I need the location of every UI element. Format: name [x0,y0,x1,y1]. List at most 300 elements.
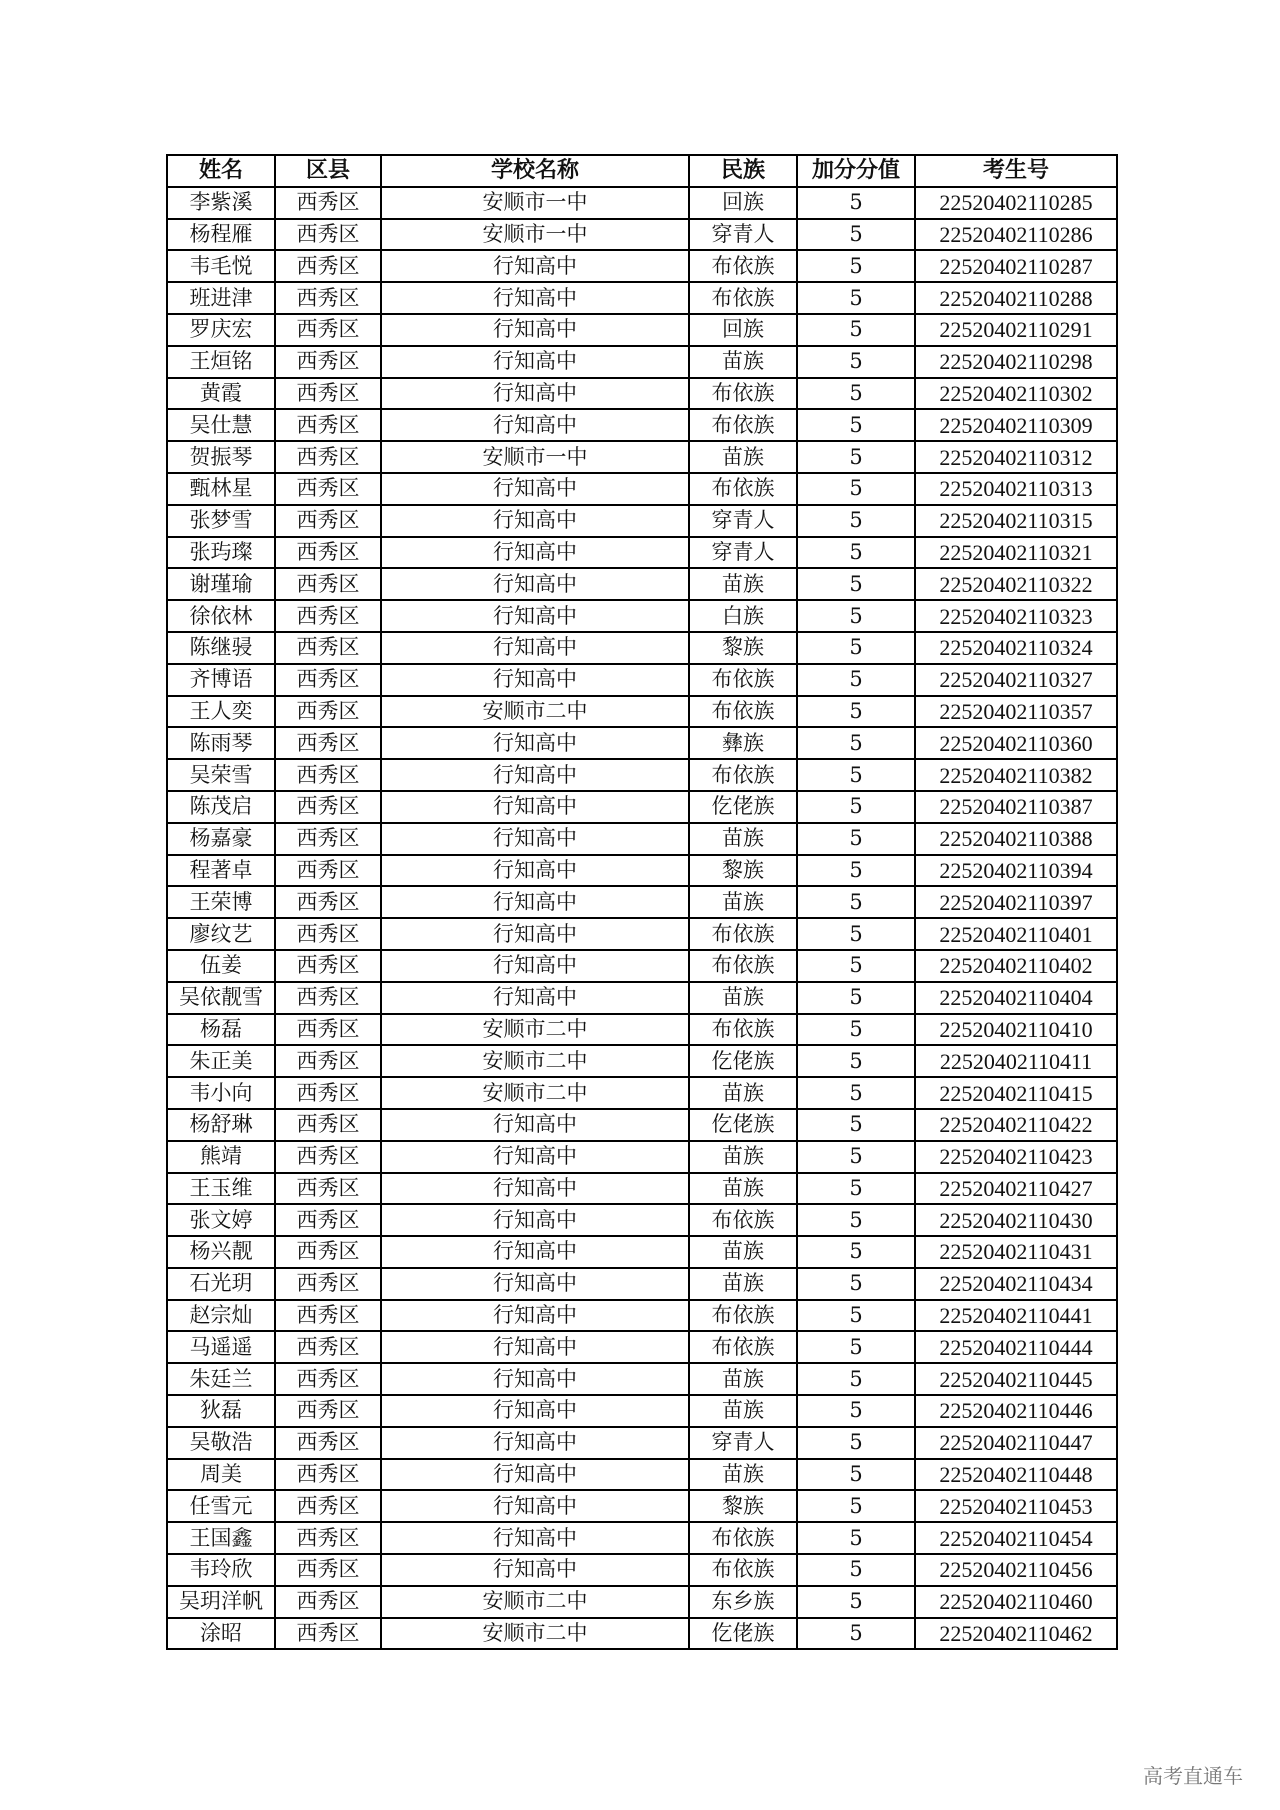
cell-name: 韦玲欣 [167,1554,275,1586]
cell-exam-id: 22520402110462 [915,1618,1117,1650]
cell-district: 西秀区 [275,1268,381,1300]
cell-bonus: 5 [797,727,915,759]
cell-name: 廖纹艺 [167,918,275,950]
cell-ethnicity: 仡佬族 [689,791,797,823]
cell-district: 西秀区 [275,346,381,378]
table-row [167,855,1117,887]
cell-district: 西秀区 [275,1586,381,1618]
cell-district: 西秀区 [275,855,381,887]
table-row [167,759,1117,791]
table-row [167,664,1117,696]
cell-exam-id: 22520402110447 [915,1427,1117,1459]
cell-district: 西秀区 [275,1554,381,1586]
table-row [167,1077,1117,1109]
cell-ethnicity: 苗族 [689,1077,797,1109]
cell-school: 行知高中 [381,1395,689,1427]
cell-bonus: 5 [797,1109,915,1141]
cell-ethnicity: 穿青人 [689,505,797,537]
cell-bonus: 5 [797,1331,915,1363]
cell-ethnicity: 苗族 [689,1141,797,1173]
cell-district: 西秀区 [275,1618,381,1650]
table-row [167,1268,1117,1300]
cell-bonus: 5 [797,1236,915,1268]
cell-exam-id: 22520402110453 [915,1490,1117,1522]
cell-bonus: 5 [797,886,915,918]
cell-ethnicity: 苗族 [689,1363,797,1395]
cell-district: 西秀区 [275,1427,381,1459]
cell-school: 行知高中 [381,1173,689,1205]
cell-district: 西秀区 [275,886,381,918]
table-row [167,1395,1117,1427]
cell-name: 程著卓 [167,855,275,887]
cell-exam-id: 22520402110288 [915,282,1117,314]
cell-school: 行知高中 [381,409,689,441]
cell-name: 狄磊 [167,1395,275,1427]
table-row [167,1109,1117,1141]
cell-name: 朱廷兰 [167,1363,275,1395]
cell-name: 黄霞 [167,378,275,410]
cell-district: 西秀区 [275,600,381,632]
cell-school: 安顺市二中 [381,696,689,728]
cell-ethnicity: 布依族 [689,378,797,410]
header-district: 区县 [275,155,381,187]
cell-ethnicity: 苗族 [689,1173,797,1205]
cell-exam-id: 22520402110302 [915,378,1117,410]
cell-exam-id: 22520402110323 [915,600,1117,632]
cell-district: 西秀区 [275,823,381,855]
cell-bonus: 5 [797,1014,915,1046]
cell-school: 安顺市二中 [381,1045,689,1077]
cell-exam-id: 22520402110454 [915,1522,1117,1554]
table-row [167,791,1117,823]
cell-district: 西秀区 [275,409,381,441]
cell-bonus: 5 [797,187,915,219]
cell-bonus: 5 [797,314,915,346]
cell-ethnicity: 布依族 [689,759,797,791]
cell-school: 行知高中 [381,314,689,346]
cell-bonus: 5 [797,346,915,378]
cell-exam-id: 22520402110322 [915,568,1117,600]
cell-name: 王玉维 [167,1173,275,1205]
header-row [167,155,1117,187]
table-row [167,632,1117,664]
cell-school: 行知高中 [381,759,689,791]
cell-school: 行知高中 [381,982,689,1014]
cell-district: 西秀区 [275,632,381,664]
cell-exam-id: 22520402110460 [915,1586,1117,1618]
cell-name: 韦小向 [167,1077,275,1109]
table-row [167,950,1117,982]
cell-bonus: 5 [797,950,915,982]
cell-school: 行知高中 [381,1363,689,1395]
cell-ethnicity: 布依族 [689,1014,797,1046]
cell-district: 西秀区 [275,918,381,950]
cell-district: 西秀区 [275,568,381,600]
cell-ethnicity: 黎族 [689,1490,797,1522]
cell-ethnicity: 布依族 [689,473,797,505]
cell-school: 行知高中 [381,473,689,505]
cell-name: 王荣博 [167,886,275,918]
table-row [167,1173,1117,1205]
cell-name: 张梦雪 [167,505,275,537]
cell-school: 行知高中 [381,1300,689,1332]
cell-exam-id: 22520402110287 [915,250,1117,282]
cell-school: 行知高中 [381,1236,689,1268]
table-row [167,250,1117,282]
cell-district: 西秀区 [275,1522,381,1554]
table-row [167,282,1117,314]
cell-name: 杨嘉豪 [167,823,275,855]
table-row [167,346,1117,378]
cell-district: 西秀区 [275,950,381,982]
cell-name: 王国鑫 [167,1522,275,1554]
cell-ethnicity: 穿青人 [689,219,797,251]
cell-exam-id: 22520402110448 [915,1459,1117,1491]
table-row [167,1522,1117,1554]
cell-exam-id: 22520402110324 [915,632,1117,664]
table-row [167,1331,1117,1363]
cell-bonus: 5 [797,1427,915,1459]
cell-school: 行知高中 [381,950,689,982]
cell-school: 行知高中 [381,1204,689,1236]
cell-bonus: 5 [797,409,915,441]
cell-school: 行知高中 [381,1554,689,1586]
cell-bonus: 5 [797,982,915,1014]
table-row [167,187,1117,219]
cell-bonus: 5 [797,282,915,314]
cell-school: 安顺市二中 [381,1618,689,1650]
cell-school: 安顺市一中 [381,441,689,473]
cell-name: 杨磊 [167,1014,275,1046]
table-row [167,473,1117,505]
cell-district: 西秀区 [275,1045,381,1077]
cell-exam-id: 22520402110445 [915,1363,1117,1395]
cell-bonus: 5 [797,1554,915,1586]
cell-exam-id: 22520402110394 [915,855,1117,887]
cell-district: 西秀区 [275,1490,381,1522]
table-row [167,568,1117,600]
cell-name: 陈继骎 [167,632,275,664]
cell-school: 行知高中 [381,632,689,664]
cell-bonus: 5 [797,1045,915,1077]
table-row [167,696,1117,728]
cell-bonus: 5 [797,1141,915,1173]
table-row [167,600,1117,632]
cell-name: 吴仕慧 [167,409,275,441]
cell-ethnicity: 布依族 [689,1554,797,1586]
cell-exam-id: 22520402110456 [915,1554,1117,1586]
cell-school: 行知高中 [381,378,689,410]
cell-school: 行知高中 [381,886,689,918]
cell-district: 西秀区 [275,982,381,1014]
table-row [167,378,1117,410]
cell-bonus: 5 [797,696,915,728]
cell-school: 行知高中 [381,1522,689,1554]
table-row [167,1490,1117,1522]
cell-district: 西秀区 [275,282,381,314]
cell-ethnicity: 回族 [689,314,797,346]
cell-name: 周美 [167,1459,275,1491]
header-school: 学校名称 [381,155,689,187]
cell-ethnicity: 彝族 [689,727,797,759]
cell-district: 西秀区 [275,219,381,251]
cell-name: 贺振琴 [167,441,275,473]
cell-school: 行知高中 [381,1427,689,1459]
cell-district: 西秀区 [275,1077,381,1109]
table-row [167,1427,1117,1459]
cell-bonus: 5 [797,1300,915,1332]
cell-ethnicity: 黎族 [689,855,797,887]
cell-exam-id: 22520402110430 [915,1204,1117,1236]
cell-school: 安顺市一中 [381,187,689,219]
cell-district: 西秀区 [275,187,381,219]
table-row [167,1554,1117,1586]
cell-name: 陈茂启 [167,791,275,823]
cell-district: 西秀区 [275,505,381,537]
cell-name: 甄林星 [167,473,275,505]
table-row [167,1586,1117,1618]
cell-ethnicity: 布依族 [689,282,797,314]
cell-bonus: 5 [797,632,915,664]
cell-ethnicity: 仡佬族 [689,1045,797,1077]
cell-ethnicity: 穿青人 [689,1427,797,1459]
cell-name: 熊靖 [167,1141,275,1173]
cell-exam-id: 22520402110286 [915,219,1117,251]
cell-exam-id: 22520402110415 [915,1077,1117,1109]
watermark: 高考直通车 [1143,1764,1243,1788]
cell-bonus: 5 [797,1077,915,1109]
cell-ethnicity: 布依族 [689,409,797,441]
cell-ethnicity: 东乡族 [689,1586,797,1618]
cell-exam-id: 22520402110309 [915,409,1117,441]
cell-name: 李紫溪 [167,187,275,219]
cell-bonus: 5 [797,855,915,887]
cell-district: 西秀区 [275,378,381,410]
cell-name: 伍姜 [167,950,275,982]
cell-school: 安顺市一中 [381,219,689,251]
cell-ethnicity: 苗族 [689,441,797,473]
cell-ethnicity: 回族 [689,187,797,219]
cell-bonus: 5 [797,568,915,600]
cell-name: 杨兴靓 [167,1236,275,1268]
cell-school: 行知高中 [381,1109,689,1141]
table-row [167,1204,1117,1236]
cell-bonus: 5 [797,1173,915,1205]
table-row [167,1014,1117,1046]
cell-exam-id: 22520402110291 [915,314,1117,346]
table-row [167,537,1117,569]
cell-school: 行知高中 [381,537,689,569]
cell-name: 马遥遥 [167,1331,275,1363]
cell-ethnicity: 布依族 [689,664,797,696]
cell-school: 行知高中 [381,855,689,887]
cell-school: 行知高中 [381,346,689,378]
cell-ethnicity: 布依族 [689,950,797,982]
cell-bonus: 5 [797,219,915,251]
table-row [167,886,1117,918]
cell-exam-id: 22520402110312 [915,441,1117,473]
cell-school: 行知高中 [381,727,689,759]
cell-district: 西秀区 [275,1014,381,1046]
cell-ethnicity: 苗族 [689,568,797,600]
cell-school: 行知高中 [381,600,689,632]
cell-ethnicity: 苗族 [689,886,797,918]
cell-school: 安顺市二中 [381,1014,689,1046]
table-row [167,1618,1117,1650]
cell-ethnicity: 苗族 [689,1268,797,1300]
cell-school: 行知高中 [381,505,689,537]
cell-school: 行知高中 [381,823,689,855]
cell-district: 西秀区 [275,1459,381,1491]
cell-school: 行知高中 [381,1268,689,1300]
cell-name: 张玙璨 [167,537,275,569]
cell-exam-id: 22520402110411 [915,1045,1117,1077]
cell-bonus: 5 [797,1204,915,1236]
cell-bonus: 5 [797,537,915,569]
cell-exam-id: 22520402110315 [915,505,1117,537]
header-ethnicity: 民族 [689,155,797,187]
cell-district: 西秀区 [275,1300,381,1332]
cell-exam-id: 22520402110321 [915,537,1117,569]
cell-name: 王烜铭 [167,346,275,378]
cell-bonus: 5 [797,1490,915,1522]
cell-exam-id: 22520402110327 [915,664,1117,696]
table-row [167,314,1117,346]
cell-bonus: 5 [797,791,915,823]
cell-name: 陈雨琴 [167,727,275,759]
table-row [167,441,1117,473]
cell-name: 齐博语 [167,664,275,696]
cell-name: 班进津 [167,282,275,314]
table-row [167,823,1117,855]
cell-exam-id: 22520402110410 [915,1014,1117,1046]
table-row [167,727,1117,759]
cell-ethnicity: 布依族 [689,1331,797,1363]
cell-district: 西秀区 [275,791,381,823]
cell-school: 行知高中 [381,918,689,950]
cell-exam-id: 22520402110404 [915,982,1117,1014]
header-name: 姓名 [167,155,275,187]
cell-bonus: 5 [797,823,915,855]
table-row [167,1045,1117,1077]
cell-name: 徐依林 [167,600,275,632]
cell-exam-id: 22520402110360 [915,727,1117,759]
cell-exam-id: 22520402110397 [915,886,1117,918]
cell-exam-id: 22520402110434 [915,1268,1117,1300]
cell-district: 西秀区 [275,1236,381,1268]
cell-name: 吴玥洋帆 [167,1586,275,1618]
cell-exam-id: 22520402110285 [915,187,1117,219]
cell-name: 韦毛悦 [167,250,275,282]
cell-district: 西秀区 [275,1395,381,1427]
cell-district: 西秀区 [275,1141,381,1173]
cell-bonus: 5 [797,441,915,473]
cell-ethnicity: 苗族 [689,346,797,378]
cell-bonus: 5 [797,1522,915,1554]
cell-bonus: 5 [797,664,915,696]
cell-exam-id: 22520402110441 [915,1300,1117,1332]
table-row [167,1141,1117,1173]
cell-name: 杨舒琳 [167,1109,275,1141]
table-row [167,1236,1117,1268]
cell-name: 吴荣雪 [167,759,275,791]
cell-name: 涂昭 [167,1618,275,1650]
bonus-points-table [166,154,1118,1650]
cell-district: 西秀区 [275,1363,381,1395]
cell-exam-id: 22520402110402 [915,950,1117,982]
cell-ethnicity: 白族 [689,600,797,632]
cell-ethnicity: 穿青人 [689,537,797,569]
cell-school: 行知高中 [381,791,689,823]
cell-district: 西秀区 [275,1173,381,1205]
cell-name: 吴依靓雪 [167,982,275,1014]
cell-name: 张文婷 [167,1204,275,1236]
cell-exam-id: 22520402110298 [915,346,1117,378]
cell-name: 杨程雁 [167,219,275,251]
cell-ethnicity: 仡佬族 [689,1109,797,1141]
cell-school: 安顺市二中 [381,1586,689,1618]
cell-exam-id: 22520402110313 [915,473,1117,505]
cell-school: 安顺市二中 [381,1077,689,1109]
cell-bonus: 5 [797,600,915,632]
table-row [167,982,1117,1014]
cell-district: 西秀区 [275,696,381,728]
cell-district: 西秀区 [275,727,381,759]
cell-district: 西秀区 [275,537,381,569]
cell-ethnicity: 苗族 [689,823,797,855]
cell-bonus: 5 [797,1459,915,1491]
cell-name: 任雪元 [167,1490,275,1522]
cell-district: 西秀区 [275,759,381,791]
cell-school: 行知高中 [381,1141,689,1173]
cell-ethnicity: 布依族 [689,1204,797,1236]
cell-school: 行知高中 [381,250,689,282]
table-row [167,1459,1117,1491]
cell-exam-id: 22520402110382 [915,759,1117,791]
cell-name: 罗庆宏 [167,314,275,346]
cell-bonus: 5 [797,759,915,791]
cell-bonus: 5 [797,1268,915,1300]
table-row [167,505,1117,537]
cell-district: 西秀区 [275,314,381,346]
cell-exam-id: 22520402110388 [915,823,1117,855]
cell-exam-id: 22520402110423 [915,1141,1117,1173]
cell-name: 王人奕 [167,696,275,728]
cell-district: 西秀区 [275,250,381,282]
header-bonus: 加分分值 [797,155,915,187]
cell-exam-id: 22520402110357 [915,696,1117,728]
cell-exam-id: 22520402110431 [915,1236,1117,1268]
cell-ethnicity: 苗族 [689,1459,797,1491]
cell-school: 行知高中 [381,568,689,600]
cell-bonus: 5 [797,1395,915,1427]
cell-bonus: 5 [797,378,915,410]
cell-school: 行知高中 [381,1490,689,1522]
cell-ethnicity: 苗族 [689,1236,797,1268]
cell-district: 西秀区 [275,473,381,505]
cell-bonus: 5 [797,505,915,537]
cell-name: 吴敬浩 [167,1427,275,1459]
cell-ethnicity: 布依族 [689,250,797,282]
cell-exam-id: 22520402110401 [915,918,1117,950]
cell-bonus: 5 [797,473,915,505]
cell-exam-id: 22520402110387 [915,791,1117,823]
table-row [167,918,1117,950]
cell-bonus: 5 [797,1618,915,1650]
cell-name: 谢瑾瑜 [167,568,275,600]
cell-exam-id: 22520402110444 [915,1331,1117,1363]
table-row [167,1363,1117,1395]
